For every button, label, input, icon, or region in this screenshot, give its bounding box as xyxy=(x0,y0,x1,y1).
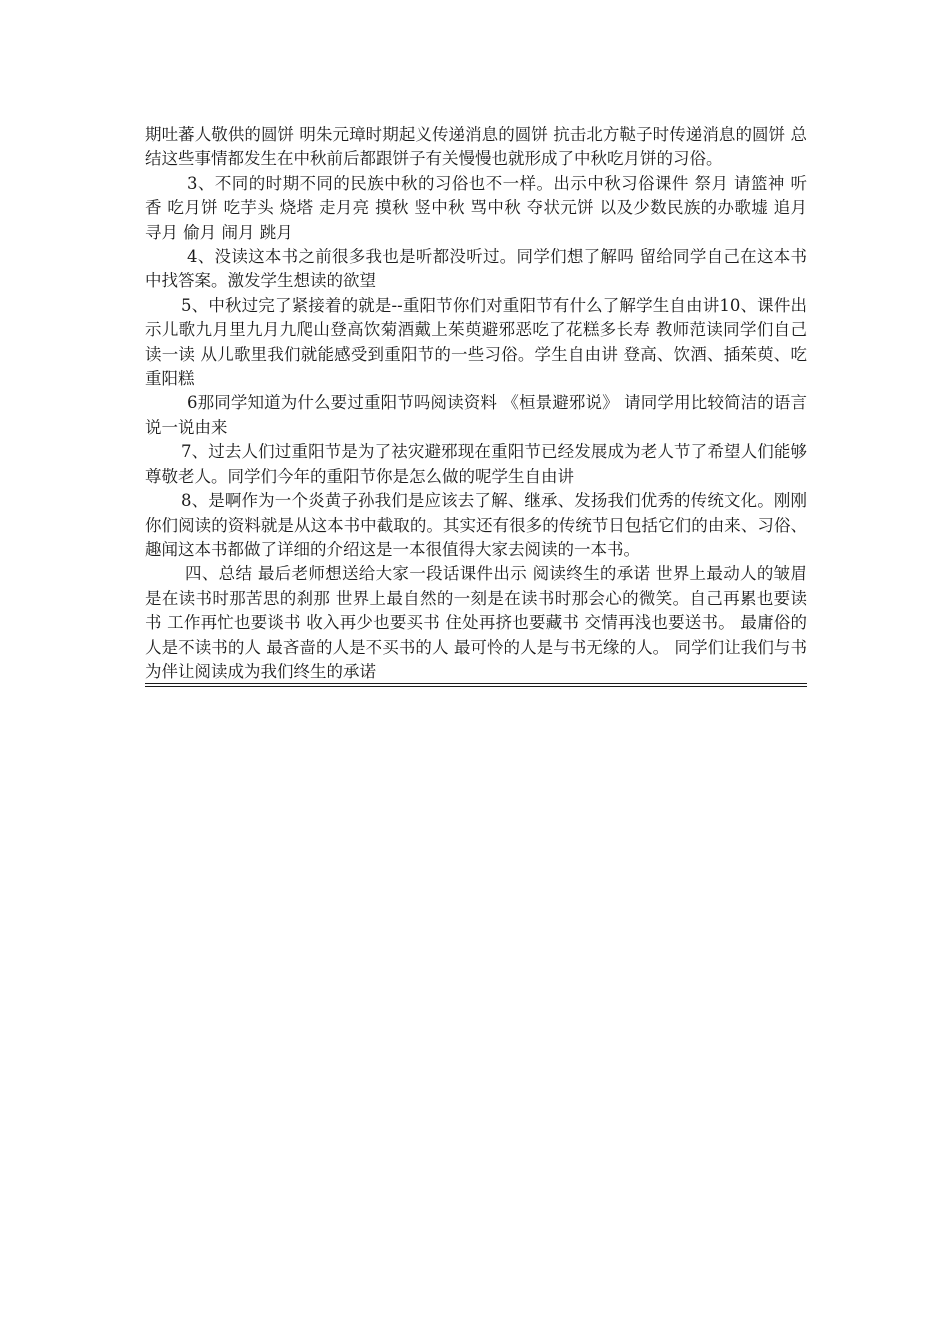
paragraph-double-ninth-origin: 6那同学知道为什么要过重阳节吗阅读资料 《桓景避邪说》 请同学用比较简洁的语言说一说由来 xyxy=(145,393,807,437)
paragraph-double-ninth-intro: 5、中秋过完了紧接着的就是--重阳节你们对重阳节有什么了解学生自由讲10、课件出示儿歌九月里九月九爬山登高饮菊酒戴上茱萸避邪恶吃了花糕多长寿 教师范读同学们自己读一读 从儿歌里我们就能感受到重阳节的一些习俗。学生自由讲 登高、饮酒、插茱萸、吃重阳糕 xyxy=(145,295,807,389)
paragraph-respect-elders: 7、过去人们过重阳节是为了祛灾避邪现在重阳节已经发展成为老人节了希望人们能够尊敬老人。同学们今年的重阳节你是怎么做的呢学生自由讲 xyxy=(145,442,807,486)
paragraph-mid-autumn-customs: 3、不同的时期不同的民族中秋的习俗也不一样。出示中秋习俗课件 祭月 请篮神 听香 吃月饼 吃芋头 烧塔 走月亮 摸秋 竖中秋 骂中秋 夺状元饼 以及少数民族的办歌墟 追月 寻月 偷月 闹月 跳月 xyxy=(145,173,807,242)
paragraph-tradition-culture: 8、是啊作为一个炎黄子孙我们是应该去了解、继承、发扬我们优秀的传统文化。刚刚你们阅读的资料就是从这本书中截取的。其实还有很多的传统节日包括它们的由来、习俗、趣闻这本书都做了详细的介绍这是一本很值得大家去阅读的一本书。 xyxy=(145,491,807,559)
summary-block xyxy=(145,562,807,687)
paragraph-summary: 四、总结 最后老师想送给大家一段话课件出示 阅读终生的承诺 世界上最动人的皱眉是在读书时那苦思的刹那 世界上最自然的一刻是在读书时那会心的微笑。自己再累也要读书 工作再忙也要谈书 收入再少也要买书 住处再挤也要藏书 交情再浅也要送书。 最庸俗的人是不读书的人 最吝啬的人是不买书的人 最可怜的人是与书无缘的人。 同学们让我们与书为伴让阅读成为我们终生的承诺 xyxy=(145,564,807,681)
paragraph-mooncake-origin: 期吐蕃人敬供的圆饼 明朱元璋时期起义传递消息的圆饼 抗击北方鞑子时传递消息的圆饼 总结这些事情都发生在中秋前后都跟饼子有关慢慢也就形成了中秋吃月饼的习俗。 xyxy=(145,125,807,169)
double-underline-rule xyxy=(145,683,807,687)
paragraph-read-the-book: 4、没读这本书之前很多我也是听都没听过。同学们想了解吗 留给同学自己在这本书中找答案。激发学生想读的欲望 xyxy=(145,247,807,291)
document-body xyxy=(145,123,807,687)
